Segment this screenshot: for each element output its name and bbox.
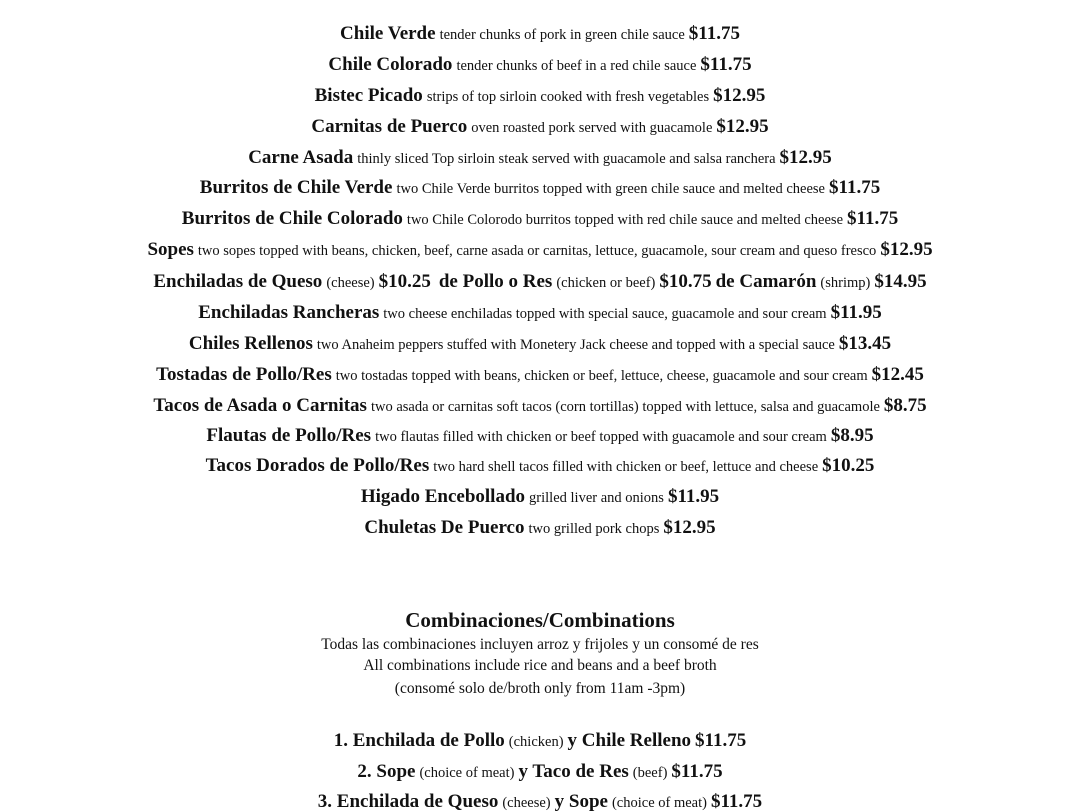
item-name: Sopes: [147, 239, 194, 260]
combo-desc2: (choice of meat): [611, 795, 707, 811]
item-description: two tostadas topped with beans, chicken or beef, lettuce, cheese, guacamole and sour cream: [335, 368, 868, 384]
item-price: $14.95: [874, 271, 927, 292]
item-name: Burritos de Chile Colorado: [181, 208, 403, 229]
menu-item: [0, 334, 1080, 353]
menu-item: [0, 396, 1080, 415]
enchiladas-item: [0, 272, 1080, 291]
menu-item: [0, 209, 1080, 228]
item-name: de Pollo o Res: [438, 271, 553, 292]
item-price: $10.75: [659, 271, 712, 292]
item-price: $8.75: [883, 395, 927, 416]
item-description: strips of top sirloin cooked with fresh vegetables: [426, 89, 710, 105]
item-description: two Chile Verde burritos topped with green chile sauce and melted cheese: [396, 181, 825, 197]
menu-item: [0, 55, 1080, 74]
item-price: $12.95: [713, 85, 766, 106]
item-name: Burritos de Chile Verde: [199, 177, 393, 198]
item-name: Enchiladas Rancheras: [198, 302, 380, 323]
combinations-heading: Combinaciones/Combinations: [405, 608, 675, 632]
item-description: two asada or carnitas soft tacos (corn tortillas) topped with lettuce, salsa and guacamole: [370, 399, 880, 415]
combo-part1: 3. Enchilada de Queso: [317, 791, 499, 812]
item-name: de Camarón: [715, 271, 817, 292]
combo-part2: y Taco de Res: [518, 761, 629, 782]
item-price: $12.95: [716, 116, 769, 137]
menu-item: [0, 24, 1080, 43]
item-description: tender chunks of pork in green chile sauce: [439, 27, 685, 43]
item-name: Chile Verde: [340, 23, 436, 44]
item-description: oven roasted pork served with guacamole: [471, 120, 713, 136]
menu-item: [0, 426, 1080, 445]
item-description: grilled liver and onions: [529, 490, 664, 506]
item-name: Tostadas de Pollo/Res: [156, 364, 332, 385]
menu-item: [0, 456, 1080, 475]
item-price: $12.95: [880, 239, 933, 260]
combo-price: $11.75: [695, 730, 747, 751]
combo-part1: 2. Sope: [357, 761, 416, 782]
combo-price: $11.75: [710, 791, 763, 812]
item-name: Enchiladas de Queso: [153, 271, 323, 292]
item-name: Carnitas de Puerco: [311, 116, 468, 137]
combinations-note-en: All combinations include rice and beans and a beef broth: [363, 657, 717, 674]
item-name: Chiles Rellenos: [188, 333, 313, 354]
combo-price: $11.75: [671, 761, 723, 782]
menu-item: [0, 518, 1080, 537]
item-price: $11.95: [830, 302, 882, 323]
item-name: Carne Asada: [248, 147, 354, 168]
item-name: Tacos de Asada o Carnitas: [153, 395, 367, 416]
item-price: $11.75: [688, 23, 740, 44]
item-price: $12.95: [663, 517, 716, 538]
combo-desc2: (beef): [632, 765, 668, 781]
item-description: two hard shell tacos filled with chicken or beef, lettuce and cheese: [433, 459, 819, 475]
menu-item: [0, 487, 1080, 506]
item-price: $12.95: [779, 147, 832, 168]
menu-item: [0, 148, 1080, 167]
item-description: two cheese enchiladas topped with special sauce, guacamole and sour cream: [383, 306, 827, 322]
item-description: (shrimp): [820, 275, 871, 291]
combo-desc1: (choice of meat): [419, 765, 515, 781]
item-name: Flautas de Pollo/Res: [206, 425, 372, 446]
menu-item: [0, 178, 1080, 197]
item-price: $11.95: [667, 486, 720, 507]
menu-item: [0, 86, 1080, 105]
item-description: (cheese): [326, 275, 375, 291]
combo-part2: y Chile Relleno: [567, 730, 692, 751]
combo-part1: 1. Enchilada de Pollo: [333, 730, 505, 751]
item-price: $8.95: [830, 425, 874, 446]
combo-part2: y Sope: [554, 791, 608, 812]
item-description: two sopes topped with beans, chicken, beef, carne asada or carnitas, lettuce, guacamole, sour cream and queso fresco: [197, 243, 877, 259]
item-description: thinly sliced Top sirloin steak served with guacamole and salsa ranchera: [357, 151, 776, 167]
item-price: $11.75: [847, 208, 899, 229]
item-name: Chuletas De Puerco: [364, 517, 525, 538]
item-name: Chile Colorado: [328, 54, 453, 75]
item-price: $12.45: [871, 364, 924, 385]
menu-item: [0, 240, 1080, 259]
menu-item: [0, 303, 1080, 322]
item-description: two grilled pork chops: [528, 521, 660, 537]
combinations-note-hours: (consomé solo de/broth only from 11am -3pm): [394, 680, 686, 697]
combo-desc1: (chicken): [508, 734, 564, 750]
item-description: two Anaheim peppers stuffed with Monetery Jack cheese and topped with a special sauce: [316, 337, 835, 353]
item-name: Higado Encebollado: [360, 486, 526, 507]
menu-item: [0, 365, 1080, 384]
item-description: two Chile Colorodo burritos topped with red chile sauce and melted cheese: [406, 212, 844, 228]
item-price: $11.75: [700, 54, 752, 75]
item-name: Tacos Dorados de Pollo/Res: [205, 455, 430, 476]
item-price: $13.45: [838, 333, 892, 354]
menu-item: [0, 117, 1080, 136]
combination-item: [0, 731, 1080, 750]
combination-item: [0, 762, 1080, 781]
item-description: (chicken or beef): [556, 275, 656, 291]
combination-item: [0, 792, 1080, 811]
combo-desc1: (cheese): [502, 795, 551, 811]
item-name: Bistec Picado: [314, 85, 423, 106]
item-price: $11.75: [829, 177, 881, 198]
item-price: $10.25: [378, 271, 431, 292]
item-price: $10.25: [822, 455, 875, 476]
item-description: tender chunks of beef in a red chile sauce: [456, 58, 697, 74]
combinations-note-es: Todas las combinaciones incluyen arroz y frijoles y un consomé de res: [321, 636, 759, 653]
item-description: two flautas filled with chicken or beef topped with guacamole and sour cream: [375, 429, 827, 445]
